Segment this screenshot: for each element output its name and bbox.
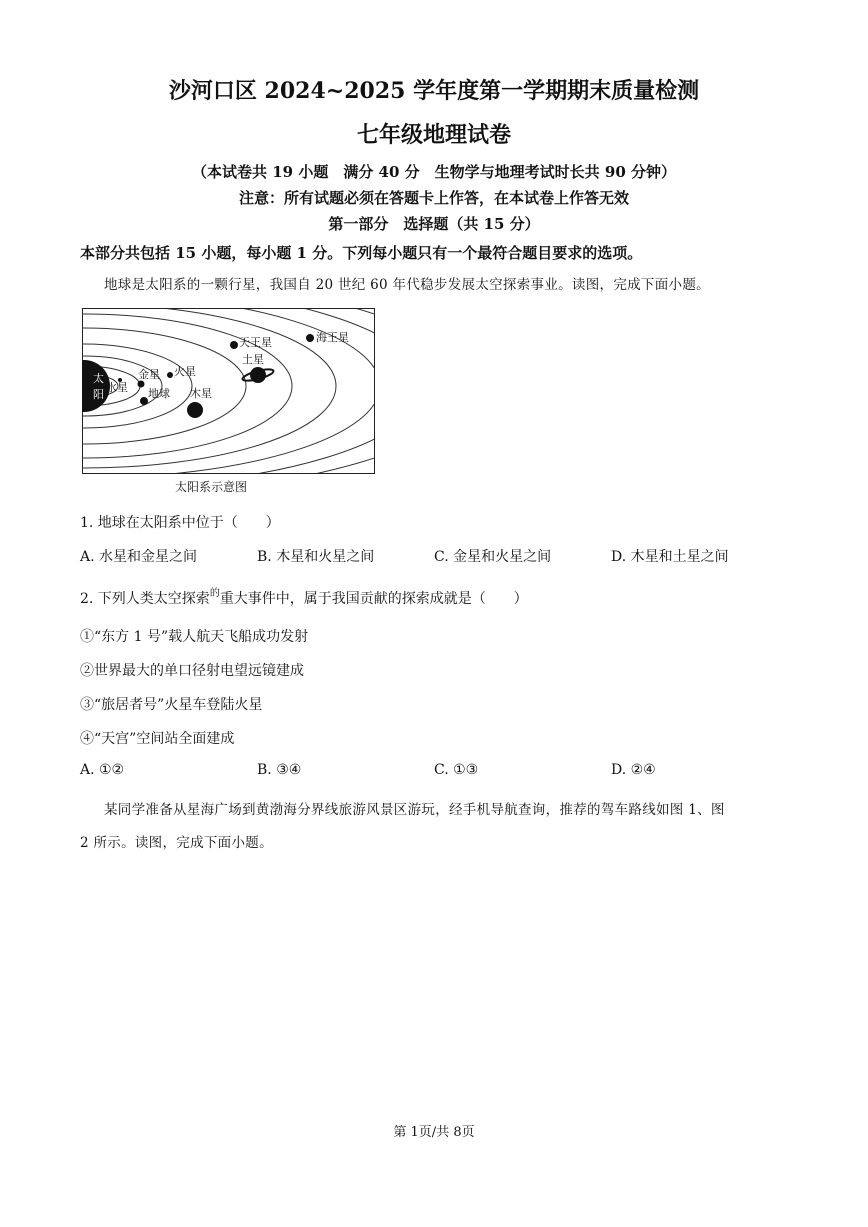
passage-2-line-1: 某同学准备从星海广场到黄渤海分界线旅游风景区游玩，经手机导航查询，推荐的驾车路线如图 1、图	[104, 802, 725, 818]
passage-2-line-2: 2 所示。读图，完成下面小题。	[80, 835, 273, 851]
uranus-label: 天王星	[239, 336, 272, 349]
venus-icon	[138, 381, 145, 388]
section-heading: 第一部分 选择题（共 15 分）	[328, 215, 540, 233]
question-2-stem-pre: 2. 下列人类太空探索	[80, 591, 210, 607]
saturn-label: 土星	[242, 353, 264, 366]
exam-notice: 注意：所有试题必须在答题卡上作答，在本试卷上作答无效	[238, 189, 629, 207]
question-2-option-d[interactable]: D. ②④	[611, 762, 656, 778]
question-2-item-2: ②世界最大的单口径射电望远镜建成	[80, 663, 304, 679]
passage-1: 地球是太阳系的一颗行星，我国自 20 世纪 60 年代稳步发展太空探索事业。读图，完成下面小题。	[104, 277, 710, 293]
figure-caption: 太阳系示意图	[175, 480, 248, 494]
solar-system-diagram	[82, 308, 378, 476]
jupiter-icon	[187, 402, 203, 418]
question-2-item-1: ①“东方 1 号”载人航天飞船成功发射	[80, 629, 309, 645]
question-2-item-4: ④“天宫”空间站全面建成	[80, 731, 235, 747]
earth-icon	[140, 397, 148, 405]
question-1-option-a[interactable]: A. 水星和金星之间	[80, 549, 198, 565]
exam-title: 沙河口区 2024~2025 学年度第一学期期末质量检测	[168, 78, 700, 104]
question-2-item-3: ③“旅居者号”火星车登陆火星	[80, 697, 263, 713]
page-number: 第 1页/共 8页	[393, 1125, 475, 1140]
jupiter-label: 木星	[190, 387, 212, 400]
neptune-icon	[306, 334, 314, 342]
question-1-stem: 1. 地球在太阳系中位于（ ）	[80, 515, 280, 531]
mercury-label: 水星	[106, 381, 128, 394]
question-2-stem-post: 重大事件中，属于我国贡献的探索成就是（ ）	[219, 591, 528, 607]
question-2-stem-superscript: 的	[209, 588, 220, 599]
neptune-label: 海王星	[316, 331, 349, 344]
sun-label-bottom: 阳	[93, 388, 104, 401]
mars-label: 火星	[174, 365, 196, 378]
sun-label-top: 太	[93, 372, 104, 385]
earth-label: 地球	[148, 387, 170, 400]
section-instructions: 本部分共包括 15 小题，每小题 1 分。下列每小题只有一个最符合题目要求的选项。	[80, 244, 643, 262]
question-2-option-b[interactable]: B. ③④	[257, 762, 302, 778]
question-1-option-d[interactable]: D. 木星和土星之间	[611, 549, 729, 565]
question-2-stem	[80, 588, 528, 608]
venus-label: 金星	[138, 368, 160, 381]
question-2-option-a[interactable]: A. ①②	[80, 762, 125, 778]
question-2-option-c[interactable]: C. ①③	[434, 762, 479, 778]
question-1-option-b[interactable]: B. 木星和火星之间	[257, 549, 375, 565]
exam-info: （本试卷共 19 小题 满分 40 分 生物学与地理考试时长共 90 分钟）	[192, 163, 676, 181]
exam-subtitle: 七年级地理试卷	[356, 122, 511, 148]
uranus-icon	[230, 341, 238, 349]
mars-icon	[167, 372, 173, 378]
question-1-option-c[interactable]: C. 金星和火星之间	[434, 549, 552, 565]
